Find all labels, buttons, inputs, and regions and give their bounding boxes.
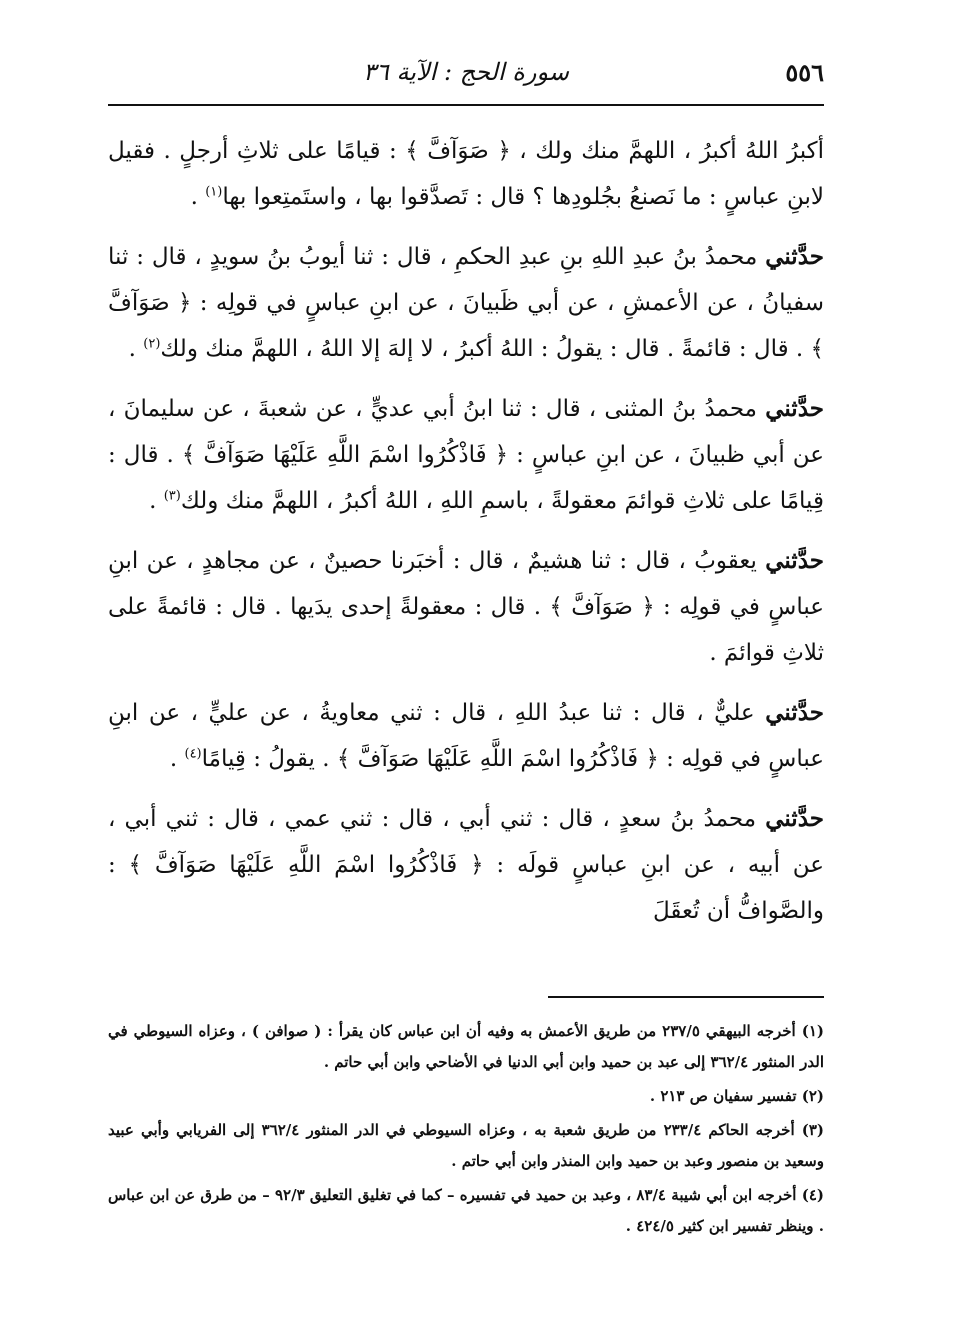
footnote: (٣) أخرجه الحاكم ٢٣٣/٤ من طريق شعبة به ، وعزاه السيوطي في الدر المنثور ٣٦٢/٤ إلى الفريابي وأبي عبيد وسعيد بن منصور وعبد بن حميد وابن المنذر وابن أبي حاتم . xyxy=(108,1121,824,1170)
paragraph-tail: . xyxy=(169,746,185,772)
footnotes xyxy=(108,1016,824,1245)
main-text xyxy=(108,128,824,948)
footnote-ref: (٢) xyxy=(143,336,161,352)
paragraph-lead: حدَّثني xyxy=(765,805,824,832)
header-divider xyxy=(108,104,824,106)
footnote-divider xyxy=(548,996,824,998)
footnote: (٤) أخرجه ابن أبي شيبة ٨٣/٤ ، وعبد بن حميد في تفسيره – كما في تغليق التعليق ٩٢/٣ – من طرق عن ابن عباس . وينظر تفسير ابن كثير ٤٢٤/٥ . xyxy=(108,1186,824,1235)
paragraph-text: أكبرُ اللهُ أكبرُ ، اللهمَّ منك ولك ، ﴿ صَوَآفَّ ﴾ : قيامًا على ثلاثِ أرجلٍ . فقيل لابنِ عباسٍ : ما نَصنعُ بجُلودِها ؟ قال : تَصدَّقوا بها ، واستَمتِعوا بها xyxy=(108,138,824,210)
paragraph-text: محمدُ بنُ المثنى ، قال : ثنا ابنُ أبي عديٍّ ، عن شعبةَ ، عن سليمانَ ، عن أبي ظبيانَ ، عن ابنِ عباسٍ : ﴿ فَاذْكُرُوا اسْمَ اللَّهِ عَلَيْهَا صَوَآفَّ ﴾ . قال : قِيامًا على ثلاثِ قوائمَ معقولةً ، باسمِ اللهِ ، اللهُ أكبرُ ، اللهمَّ منك ولك xyxy=(108,396,824,514)
footnote-ref: (٣) xyxy=(163,488,181,504)
paragraph-text: عليٌّ ، قال : ثنا عبدُ اللهِ ، قال : ثني معاويةُ ، عن عليٍّ ، عن ابنِ عباسٍ في قولِه : ﴿ فَاذْكُرُوا اسْمَ اللَّهِ عَلَيْهَا صَوَآفَّ ﴾ . يقولُ : قِيامًا xyxy=(108,700,824,772)
paragraph-lead: حدَّثني xyxy=(765,547,824,574)
paragraph xyxy=(108,796,824,934)
paragraph xyxy=(108,128,824,220)
paragraph xyxy=(108,538,824,676)
paragraph-lead: حدَّثني xyxy=(765,395,824,422)
paragraph xyxy=(108,690,824,782)
page-number: ٥٥٦ xyxy=(785,58,824,87)
paragraph-text: محمدُ بنُ عبدِ اللهِ بنِ عبدِ الحكمِ ، قال : ثنا أيوبُ بنُ سويدٍ ، قال : ثنا سفيانُ ، عن الأعمشِ ، عن أبي ظَبيانَ ، عن ابنِ عباسٍ في قولِه : ﴿ صَوَآفَّ ﴾ . قال : قائمةً . قال : يقولُ : اللهُ أكبرُ ، لا إلهَ إلا اللهُ ، اللهمَّ منك ولك xyxy=(108,244,824,362)
paragraph-tail: . xyxy=(128,336,144,362)
paragraph-lead: حدَّثني xyxy=(765,243,824,270)
footnote-ref: (٤) xyxy=(184,746,202,762)
footnote: (١) أخرجه البيهقي ٢٣٧/٥ من طريق الأعمش به وفيه أن ابن عباس كان يقرأ : ( صوافن ) ، وعزاه السيوطي في الدر المنثور ٣٦٢/٤ إلى عبد بن حميد وابن أبي الدنيا في الأضاحي وابن أبي حاتم . xyxy=(108,1022,825,1071)
paragraph xyxy=(108,386,824,524)
paragraph-tail: . xyxy=(149,488,164,514)
paragraph-text: يعقوبُ ، قال : ثنا هشيمٌ ، قال : أخبَرنا حصينٌ ، عن مجاهدٍ ، عن ابنِ عباسٍ في قولِه : ﴿ صَوَآفَّ ﴾ . قال : معقولةً إحدى يدَيها . قال : قائمةً على ثلاثِ قوائمَ . xyxy=(108,548,824,666)
paragraph-text: محمدُ بنُ سعدٍ ، قال : ثني أبي ، قال : ثني عمي ، قال : ثني أبي ، عن أبيه ، عن ابنِ عباسٍ قولَه : ﴿ فَاذْكُرُوا اسْمَ اللَّهِ عَلَيْهَا صَوَآفَّ ﴾ : والصَّوافُّ أن تُعقَلَ xyxy=(108,806,824,924)
footnote: (٢) تفسير سفيان ص ٢١٣ . xyxy=(649,1087,824,1105)
footnote-ref: (١) xyxy=(205,184,223,200)
running-title: سورة الحج : الآية ٣٦ xyxy=(363,58,569,86)
page-header xyxy=(108,52,824,94)
paragraph xyxy=(108,234,824,372)
paragraph-lead: حدَّثني xyxy=(765,699,824,726)
paragraph-tail: . xyxy=(190,184,206,210)
